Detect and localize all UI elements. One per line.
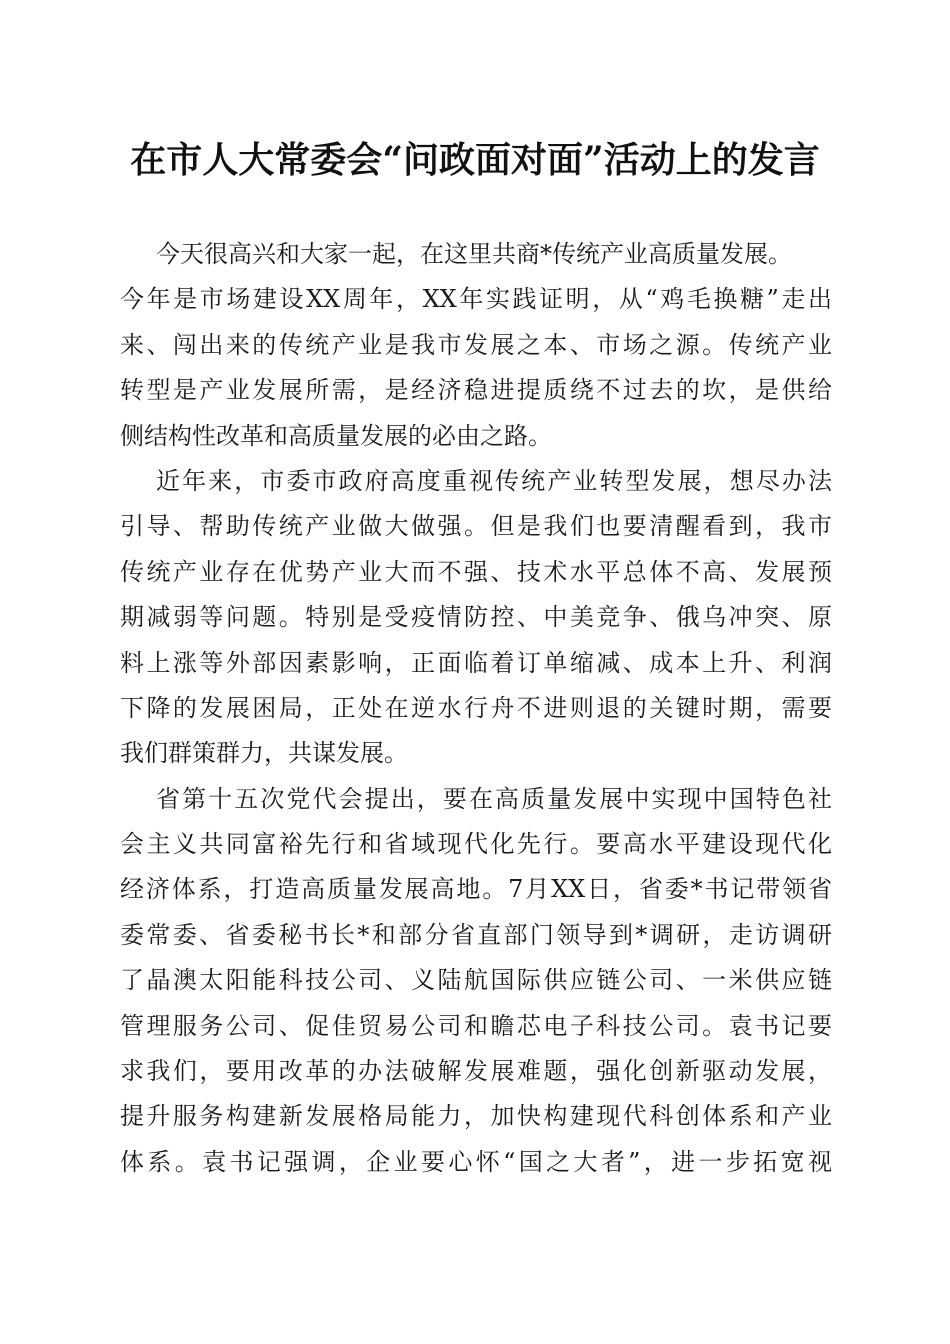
paragraph-line: 委常委、省委秘书长*和部分省直部门领导到*调研，走访调研 bbox=[120, 920, 832, 949]
paragraph-line: 求我们，要用改革的办法破解发展难题，强化创新驱动发展， bbox=[120, 1057, 832, 1086]
paragraph-line: 会主义共同富裕先行和省域现代化先行。要高水平建设现代化 bbox=[120, 830, 832, 859]
paragraph-line: 今年是市场建设XX周年，XX年实践证明，从“鸡毛换糖”走出 bbox=[120, 285, 832, 314]
paragraph-line: 近年来，市委市政府高度重视传统产业转型发展，想尽办法 bbox=[156, 466, 832, 495]
paragraph-line: 体系。袁书记强调，企业要心怀“国之大者”，进一步拓宽视 bbox=[120, 1147, 832, 1176]
paragraph-line: 我们群策群力，共谋发展。 bbox=[120, 739, 408, 768]
paragraph-line: 管理服务公司、促佳贸易公司和瞻芯电子科技公司。袁书记要 bbox=[120, 1011, 832, 1040]
paragraph-line: 期减弱等问题。特别是受疫情防控、中美竞争、俄乌冲突、原 bbox=[120, 603, 832, 632]
paragraph-line: 引导、帮助传统产业做大做强。但是我们也要清醒看到，我市 bbox=[120, 512, 832, 541]
document-body bbox=[120, 232, 832, 1185]
paragraph-line: 传统产业存在优势产业大而不强、技术水平总体不高、发展预 bbox=[120, 557, 832, 586]
paragraph-line: 经济体系，打造高质量发展高地。7月XX日，省委*书记带领省 bbox=[120, 875, 832, 904]
paragraph-line: 提升服务构建新发展格局能力，加快构建现代科创体系和产业 bbox=[120, 1102, 832, 1131]
document-title: 在市人大常委会“问政面对面”活动上的发言 bbox=[130, 139, 820, 181]
paragraph-line: 省第十五次党代会提出，要在高质量发展中实现中国特色社 bbox=[156, 784, 832, 813]
paragraph-line: 了晶澳太阳能科技公司、义陆航国际供应链公司、一米供应链 bbox=[120, 966, 832, 995]
paragraph-line: 来、闯出来的传统产业是我市发展之本、市场之源。传统产业 bbox=[120, 330, 832, 359]
paragraph-line: 料上涨等外部因素影响，正面临着订单缩减、成本上升、利润 bbox=[120, 648, 832, 677]
paragraph-line: 下降的发展困局，正处在逆水行舟不进则退的关键时期，需要 bbox=[120, 693, 832, 722]
paragraph-line: 转型是产业发展所需，是经济稳进提质绕不过去的坎，是供给 bbox=[120, 376, 832, 405]
paragraph-line: 今天很高兴和大家一起，在这里共商*传统产业高质量发展。 bbox=[156, 240, 792, 268]
paragraph-line: 侧结构性改革和高质量发展的必由之路。 bbox=[120, 421, 552, 450]
